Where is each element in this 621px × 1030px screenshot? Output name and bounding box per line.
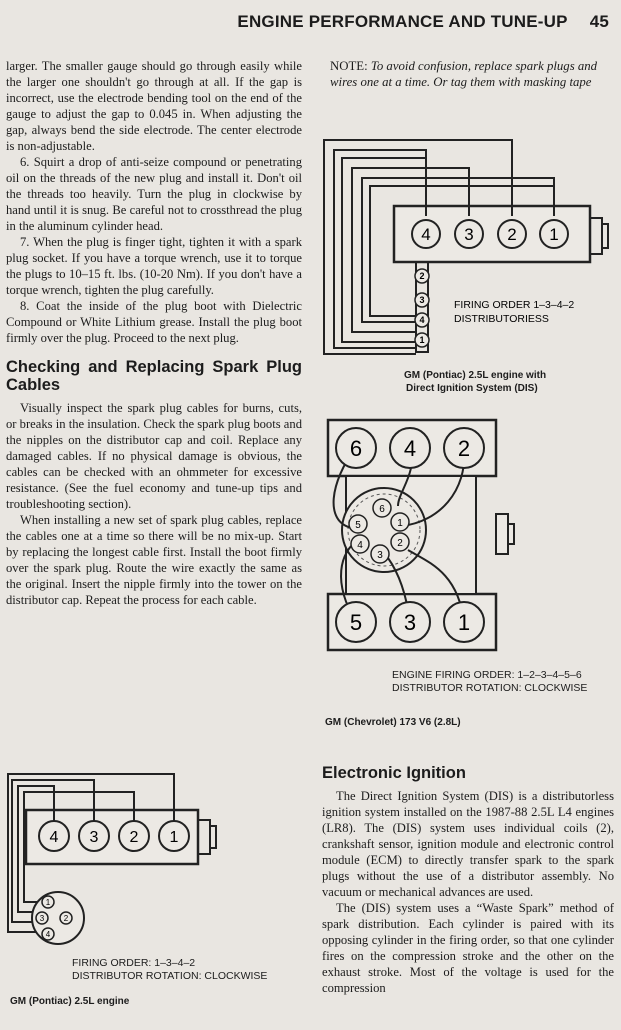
rotation-label: DISTRIBUTOR ROTATION: CLOCKWISE <box>72 970 268 982</box>
cap-terminal-label: 2 <box>63 914 69 923</box>
cap-terminal-label: 2 <box>397 538 403 549</box>
distributor-label: DISTRIBUTORIESS <box>454 313 549 325</box>
figure-caption-title: GM (Chevrolet) 173 V6 (2.8L) <box>325 717 461 728</box>
firing-order-label: FIRING ORDER 1–3–4–2 <box>454 299 575 311</box>
cylinder-label: 1 <box>457 610 471 635</box>
paragraph: When installing a new set of spark plug cables, replace the cables one at a time so there will be no mix-up. Start by replacing the longest cable first. Install the boot firmly over the spark plug. Route the wire exactly the same as the original. Insert the nipple firmly into the tower on the distributor cap. Repeat the process for each cable. <box>6 513 302 607</box>
cylinder-label: 6 <box>349 436 363 461</box>
firing-order-label: ENGINE FIRING ORDER: 1–2–3–4–5–6 <box>392 669 582 681</box>
paragraph: The (DIS) system uses a “Waste Spark” method of spark distribution. Each cylinder is paired with its opposing cylinder in the firing order, so that one cylinder fires on the compression stroke and the other on the exhaust stroke. Most of the voltage is used for the compression <box>322 901 614 995</box>
cap-terminal-label: 3 <box>39 914 45 923</box>
step-8: 8. Coat the inside of the plug boot with Dielectric Compound or White Lithium grease. Install the plug boot firmly over the plug. Proceed to the next plug. <box>6 299 302 345</box>
coil-terminal-label: 4 <box>419 315 425 325</box>
note <box>330 58 612 90</box>
figure-caption <box>392 669 587 695</box>
paragraph: The Direct Ignition System (DIS) is a distributorless ignition system installed on the 1987-88 2.5L L4 engines (LR8). The (DIS) system uses individual coils (2), crankshaft sensor, ignition module and electronic control module (ECM) to directly transfer spark to the spark plugs without the use of a distributor assembly. No vacuum or mechanical advances are used. <box>322 789 614 899</box>
cylinder-label: 5 <box>349 610 363 635</box>
cylinder-label: 2 <box>129 829 139 846</box>
cap-terminal-label: 6 <box>379 504 385 515</box>
cap-terminal-label: 4 <box>45 930 51 939</box>
figure-caption <box>404 369 546 395</box>
step-6: 6. Squirt a drop of anti-seize compound or penetrating oil on the threads of the new plug and install it. Don't oil the threads too heavily. Turn the plug in clockwise by hand until it is snug. Be careful not to crossthread the plug in the aluminum cylinder head. <box>6 155 302 233</box>
section-title-electronic-ignition: Electronic Ignition <box>322 764 466 782</box>
cap-terminal-label: 5 <box>355 520 361 531</box>
page-header <box>237 12 609 32</box>
paragraph: larger. The smaller gauge should go through easily while the larger one shouldn't go through at all. If the gap is incorrect, use the electrode bending tool on the end of the gauge to adjust the gap to 0.045 in. When adjusting the gap, always bend the side electrode. The center electrode is non-adjustable. <box>6 59 302 153</box>
caption-line: Direct Ignition System (DIS) <box>406 383 538 394</box>
electronic-ignition-section <box>322 764 614 996</box>
coil-terminal-label: 2 <box>419 271 425 281</box>
figure-caption-title: GM (Pontiac) 2.5L engine <box>10 996 130 1007</box>
cylinder-label: 4 <box>49 829 59 846</box>
cylinder-label: 4 <box>421 225 431 244</box>
firing-order-label: FIRING ORDER: 1–3–4–2 <box>72 957 196 969</box>
cylinder-label: 1 <box>549 225 559 244</box>
cylinder-label: 2 <box>507 225 517 244</box>
header-title: ENGINE PERFORMANCE AND TUNE-UP <box>237 12 568 31</box>
step-7: 7. When the plug is finger tight, tighten it with a spark plug socket. If you have a torque wrench, use it to torque the plugs to 10–15 ft. lbs. (10-20 Nm). If you don't have a torque wrench, tighten the plug carefully. <box>6 235 302 297</box>
dis-wiring-diagram <box>316 128 616 358</box>
page-number: 45 <box>589 12 609 31</box>
note-text: To avoid confusion, replace spark plugs and wires one at a time. Or tag them with masking tape <box>330 59 598 89</box>
coil-terminal-label: 3 <box>419 295 425 305</box>
paragraph: Visually inspect the spark plug cables for burns, cuts, or breaks in the insulation. Check the spark plug boots and the nipples on the distributor cap and coil. Replace any damaged cables. If no physical damage is obvious, the cables can be checked with an ohmmeter for excessive resistance. (See the fuel economy and tune-up tips and troubleshooting section). <box>6 401 302 511</box>
section-title-spark-plug-cables: Checking and Replacing Spark Plug Cables <box>6 358 302 394</box>
left-column <box>6 58 302 608</box>
coil-terminal-label: 1 <box>419 335 425 345</box>
cap-terminal-label: 3 <box>377 550 383 561</box>
cylinder-label: 3 <box>403 610 417 635</box>
cylinder-label: 3 <box>89 829 99 846</box>
cap-terminal-label: 1 <box>397 518 403 529</box>
cylinder-label: 4 <box>403 436 417 461</box>
cap-terminal-label: 4 <box>357 540 363 551</box>
note-label: NOTE: <box>330 59 368 73</box>
cylinder-label: 2 <box>457 436 471 461</box>
cylinder-label: 3 <box>464 225 474 244</box>
v6-wiring-diagram <box>318 412 618 662</box>
cap-terminal-label: 1 <box>45 898 51 907</box>
distributor-wiring-diagram <box>8 772 248 972</box>
cylinder-label: 1 <box>169 829 179 846</box>
figure-caption <box>72 957 267 983</box>
rotation-label: DISTRIBUTOR ROTATION: CLOCKWISE <box>392 682 588 694</box>
caption-line: GM (Pontiac) 2.5L engine with <box>404 370 547 381</box>
